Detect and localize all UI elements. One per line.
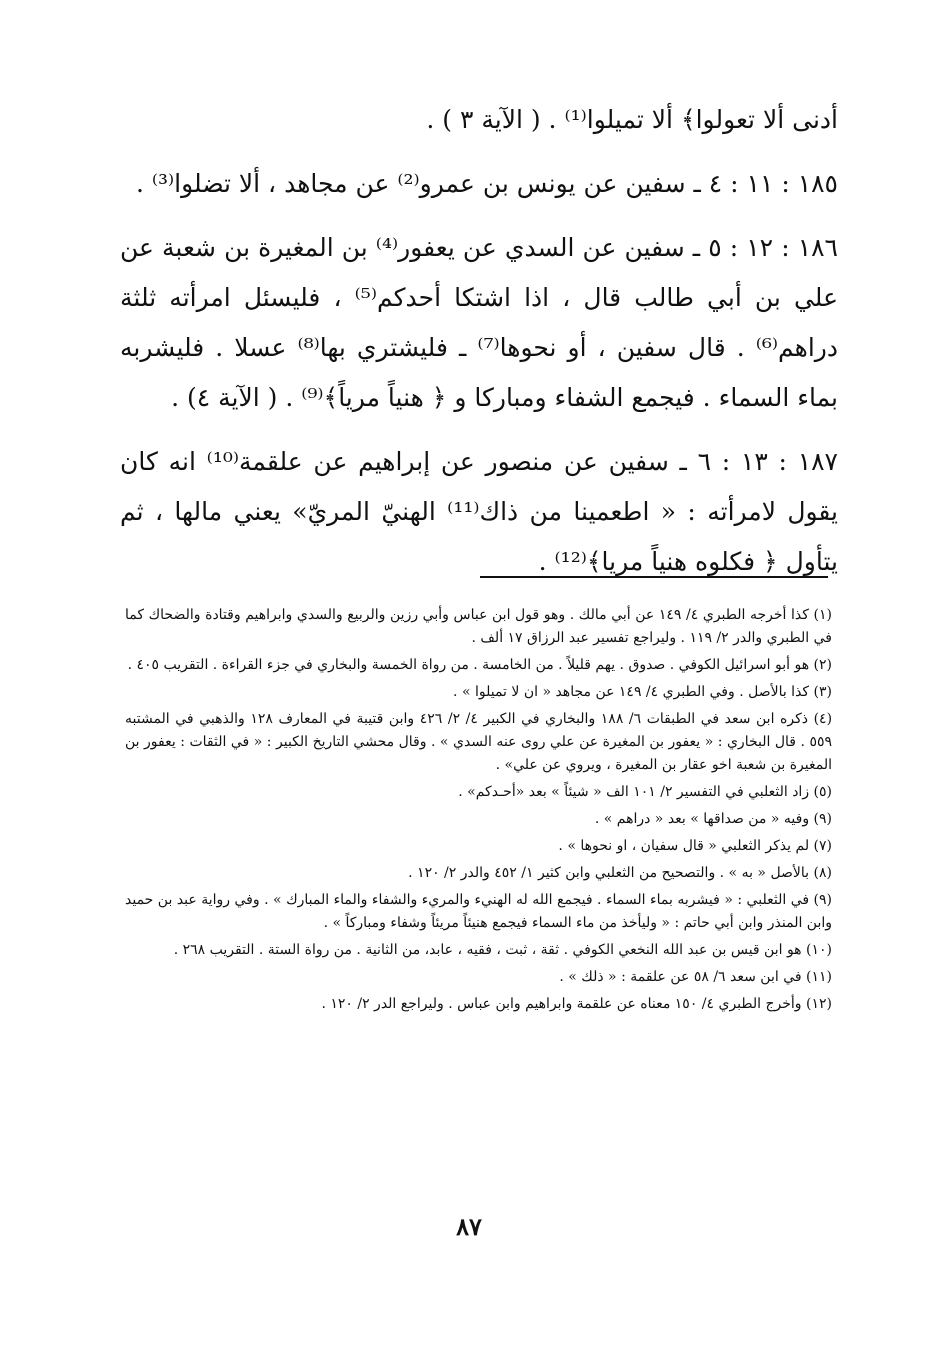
paragraph-185: ١٨٥ : ١١ : ٤ ـ سفين عن يونس بن عمرو⁽²⁾ عن مجاهد ، ألا تضلوا⁽³⁾ .	[135, 169, 838, 198]
footnote-4: (٤) ذكره ابن سعد في الطبقات ٦/ ١٨٨ والبخاري في الكبير ٤/ ٢/ ٤٢٦ وابن قتيبة في المعارف ١٢٨ والذهبي في المشتبه ٥٥٩ . قال البخاري : « يعفور بن المغيرة عن علي روى عنه السدي » . وقال محشي التاريخ الكبير : « في الثقات : يعفور بن المغيرة بن شعبة اخو عقار بن المغيرة ، ويروي عن علي» .	[125, 711, 833, 773]
footnote-12: (١٢) وأخرج الطبري ٤/ ١٥٠ معناه عن علقمة وابراهيم وابن عباس . وليراجع الدر ٢/ ١٢٠ .	[321, 996, 832, 1012]
footnotes	[125, 604, 832, 1020]
footnote-3: (٣) كذا بالأصل . وفي الطبري ٤/ ١٤٩ عن مجاهد « ان لا تميلوا » .	[453, 684, 832, 700]
footnote-6: (٩) وفيه « من صداقها » بعد « دراهم » .	[594, 811, 832, 827]
footnote-separator	[480, 576, 828, 578]
footnote-5: (٥) زاد الثعلبي في التفسير ٢/ ١٠١ الف « شيئاً » بعد «أحـدكم» .	[458, 784, 832, 800]
main-text	[120, 95, 838, 587]
paragraph-187: ١٨٧ : ١٣ : ٦ ـ سفين عن منصور عن إبراهيم عن علقمة⁽¹⁰⁾ انه كان يقول لامرأته : « اطعمينا من ذاك⁽¹¹⁾ الهنيّ المريّ» يعني مالها ، ثم يتأول ﴿ فكلوه هنياً مريا﴾⁽¹²⁾ .	[120, 447, 839, 576]
footnote-11: (١١) في ابن سعد ٦/ ٥٨ عن علقمة : « ذلك » .	[559, 969, 832, 985]
footnote-2: (٢) هو أبو اسرائيل الكوفي . صدوق . يهم قليلاً . من الخامسة . من رواة الخمسة والبخاري في جزء القراءة . التقريب ٤٠٥ .	[127, 657, 832, 673]
footnote-7: (٧) لم يذكر الثعلبي « قال سفيان ، او نحوها » .	[558, 838, 832, 854]
footnote-10: (١٠) هو ابن قيس بن عبد الله النخعي الكوفي . ثقة ، ثبت ، فقيه ، عابد، من الثانية . من رواة الستة . التقريب ٢٦٨ .	[173, 942, 832, 958]
footnote-8: (٨) بالأصل « به » . والتصحيح من الثعلبي وابن كثير ١/ ٤٥٢ والدر ٢/ ١٢٠ .	[408, 865, 832, 881]
paragraph-186: ١٨٦ : ١٢ : ٥ ـ سفين عن السدي عن يعفور⁽⁴⁾ بن المغيرة بن شعبة عن علي بن أبي طالب قال ، اذا اشتكا أحدكم⁽⁵⁾ ، فليسئل امرأته ثلثة دراهم⁽⁶⁾ . قال سفين ، أو نحوها⁽⁷⁾ ـ فليشتري بها⁽⁸⁾ عسلا . فليشربه بماء السماء . فيجمع الشفاء ومباركا و ﴿ هنياً مرياً﴾⁽⁹⁾ . ( الآية ٤) .	[120, 233, 838, 412]
footnote-9: (٩) في الثعلبي : « فيشربه بماء السماء . فيجمع الله له الهنيء والمريء والشفاء والماء المبارك » . وفي رواية عبد بن حميد وابن المنذر وابن أبي حاتم : « وليأخذ من ماء السماء فيجمع هنيئاً مريئاً وشفاء ومباركاً » .	[125, 892, 832, 931]
footnote-1: (١) كذا أخرجه الطبري ٤/ ١٤٩ عن أبي مالك . وهو قول ابن عباس وأبي رزين والربيع والسدي وابراهيم وقتادة والضحاك كما في الطبري والدر ٢/ ١١٩ . وليراجع تفسير عبد الرزاق ١٧ ألف .	[125, 607, 832, 646]
paragraph-verse-end: أدنى ألا تعولوا﴾ ألا تميلوا⁽¹⁾ . ( الآية ٣ ) .	[426, 105, 838, 134]
page-number: ٨٧	[456, 1212, 482, 1241]
